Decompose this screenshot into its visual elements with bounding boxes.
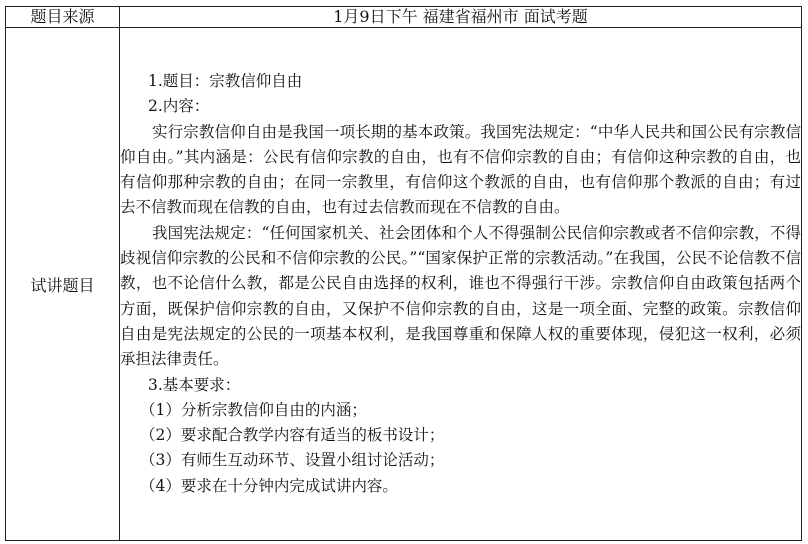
topic-content (120, 28, 802, 541)
source-value: 1月9日下午 福建省福州市 面试考题 (120, 7, 802, 28)
requirement-3: （3）有师生互动环节、设置小组讨论活动； (140, 451, 445, 470)
item-content-heading: 2.内容： (148, 97, 210, 116)
requirement-1: （1）分析宗教信仰自由的内涵； (140, 400, 367, 419)
item-title: 1.题目：宗教信仰自由 (148, 71, 303, 90)
paragraph-1: 实行宗教信仰自由是我国一项长期的基本政策。我国宪法规定：“中华人民共和国公民有宗教信仰自由。”其内涵是：公民有信仰宗教的自由，也有不信仰宗教的自由；有信仰这种宗教的自由，也有信仰那种宗教的自由；在同一宗教里，有信仰这个教派的自由，也有信仰那个教派的自由；有过去不信教而现在信教的自由，也有过去信教而现在不信教的自由。 (120, 122, 801, 217)
topic-row (6, 28, 802, 541)
exam-topic-table (5, 6, 802, 541)
header-row (6, 7, 802, 28)
requirement-4: （4）要求在十分钟内完成试讲内容。 (140, 476, 398, 495)
requirement-2: （2）要求配合教学内容有适当的板书设计； (140, 426, 445, 445)
topic-label: 试讲题目 (6, 28, 120, 541)
paragraph-2: 我国宪法规定：“任何国家机关、社会团体和个人不得强制公民信仰宗教或者不信仰宗教，不得歧视信仰宗教的公民和不信仰宗教的公民。”“国家保护正常的宗教活动。”在我国，公民不论信教不信教，也不论信什么教，都是公民自由选择的权利，谁也不得强行干涉。宗教信仰自由政策包括两个方面，既保护信仰宗教的自由，又保护不信仰宗教的自由，这是一项全面、完整的政策。宗教信仰自由是宪法规定的公民的一项基本权利，是我国尊重和保障人权的重要体现，侵犯这一权利，必须承担法律责任。 (120, 223, 801, 369)
source-label: 题目来源 (6, 7, 120, 28)
item-requirements-heading: 3.基本要求： (148, 375, 241, 394)
